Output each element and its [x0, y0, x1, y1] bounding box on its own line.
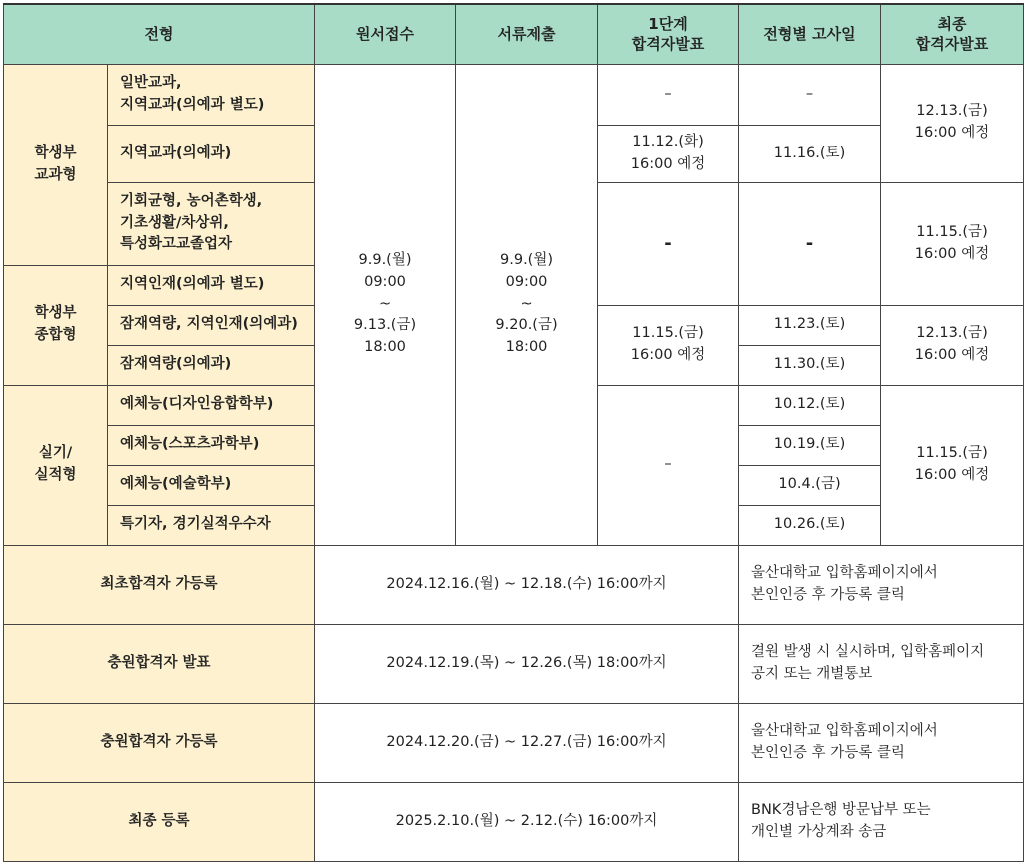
exam-cell: –	[739, 64, 881, 125]
bottom-label: 충원합격자 가등록	[4, 703, 315, 782]
admission-schedule-table	[3, 3, 1024, 862]
row-label: 잠재역량, 지역인재(의예과)	[108, 305, 315, 345]
first-pass-cell: –	[598, 64, 739, 125]
bottom-note: BNK경남은행 방문납부 또는 개인별 가상계좌 송금	[739, 782, 1024, 861]
bottom-label: 최초합격자 가등록	[4, 545, 315, 624]
bottom-note: 결원 발생 시 실시하며, 입학홈페이지 공지 또는 개별통보	[739, 624, 1024, 703]
header-apply: 원서접수	[315, 4, 456, 64]
exam-cell: 10.12.(토)	[739, 385, 881, 425]
bottom-period: 2024.12.16.(월) ~ 12.18.(수) 16:00까지	[315, 545, 739, 624]
row-label: 잠재역량(의예과)	[108, 345, 315, 385]
bottom-note: 울산대학교 입학홈페이지에서 본인인증 후 가등록 클릭	[739, 703, 1024, 782]
apply-period: 9.9.(월) 09:00 ~ 9.13.(금) 18:00	[315, 64, 456, 545]
exam-cell: 11.23.(토)	[739, 305, 881, 345]
exam-cell: 11.30.(토)	[739, 345, 881, 385]
bottom-label: 최종 등록	[4, 782, 315, 861]
header-final: 최종 합격자발표	[881, 4, 1024, 64]
category-gyogwa: 학생부 교과형	[4, 64, 108, 265]
bottom-note: 울산대학교 입학홈페이지에서 본인인증 후 가등록 클릭	[739, 545, 1024, 624]
exam-cell: 11.16.(토)	[739, 125, 881, 182]
bottom-period: 2025.2.10.(월) ~ 2.12.(수) 16:00까지	[315, 782, 739, 861]
bottom-period: 2024.12.19.(목) ~ 12.26.(목) 18:00까지	[315, 624, 739, 703]
first-pass-cell: –	[598, 385, 739, 545]
final-cell: 11.15.(금) 16:00 예정	[881, 182, 1024, 305]
row-label: 특기자, 경기실적우수자	[108, 505, 315, 545]
header-row	[4, 4, 1024, 64]
bottom-period: 2024.12.20.(금) ~ 12.27.(금) 16:00까지	[315, 703, 739, 782]
final-cell: 12.13.(금) 16:00 예정	[881, 64, 1024, 182]
row-label: 예체능(디자인융합학부)	[108, 385, 315, 425]
header-first-pass: 1단계 합격자발표	[598, 4, 739, 64]
header-docs: 서류제출	[456, 4, 598, 64]
first-pass-cell: -	[598, 182, 739, 305]
bottom-row	[4, 703, 1024, 782]
row-label: 지역교과(의예과)	[108, 125, 315, 182]
first-pass-cell: 11.12.(화) 16:00 예정	[598, 125, 739, 182]
exam-cell: 10.26.(토)	[739, 505, 881, 545]
docs-period: 9.9.(월) 09:00 ~ 9.20.(금) 18:00	[456, 64, 598, 545]
category-jonghap: 학생부 종합형	[4, 265, 108, 385]
bottom-row	[4, 624, 1024, 703]
row-label: 예체능(스포츠과학부)	[108, 425, 315, 465]
bottom-row	[4, 545, 1024, 624]
exam-cell: 10.4.(금)	[739, 465, 881, 505]
row-label: 지역인재(의예과 별도)	[108, 265, 315, 305]
category-silgi: 실기/ 실적형	[4, 385, 108, 545]
final-cell: 12.13.(금) 16:00 예정	[881, 305, 1024, 385]
final-cell: 11.15.(금) 16:00 예정	[881, 385, 1024, 545]
bottom-label: 충원합격자 발표	[4, 624, 315, 703]
row-label: 일반교과, 지역교과(의예과 별도)	[108, 64, 315, 125]
bottom-row	[4, 782, 1024, 861]
exam-cell: 10.19.(토)	[739, 425, 881, 465]
row-label: 기회균형, 농어촌학생, 기초생활/차상위, 특성화고교졸업자	[108, 182, 315, 265]
row-label: 예체능(예술학부)	[108, 465, 315, 505]
header-type: 전형	[4, 4, 315, 64]
table-row	[4, 64, 1024, 125]
first-pass-cell: 11.15.(금) 16:00 예정	[598, 305, 739, 385]
header-exam: 전형별 고사일	[739, 4, 881, 64]
exam-cell: -	[739, 182, 881, 305]
